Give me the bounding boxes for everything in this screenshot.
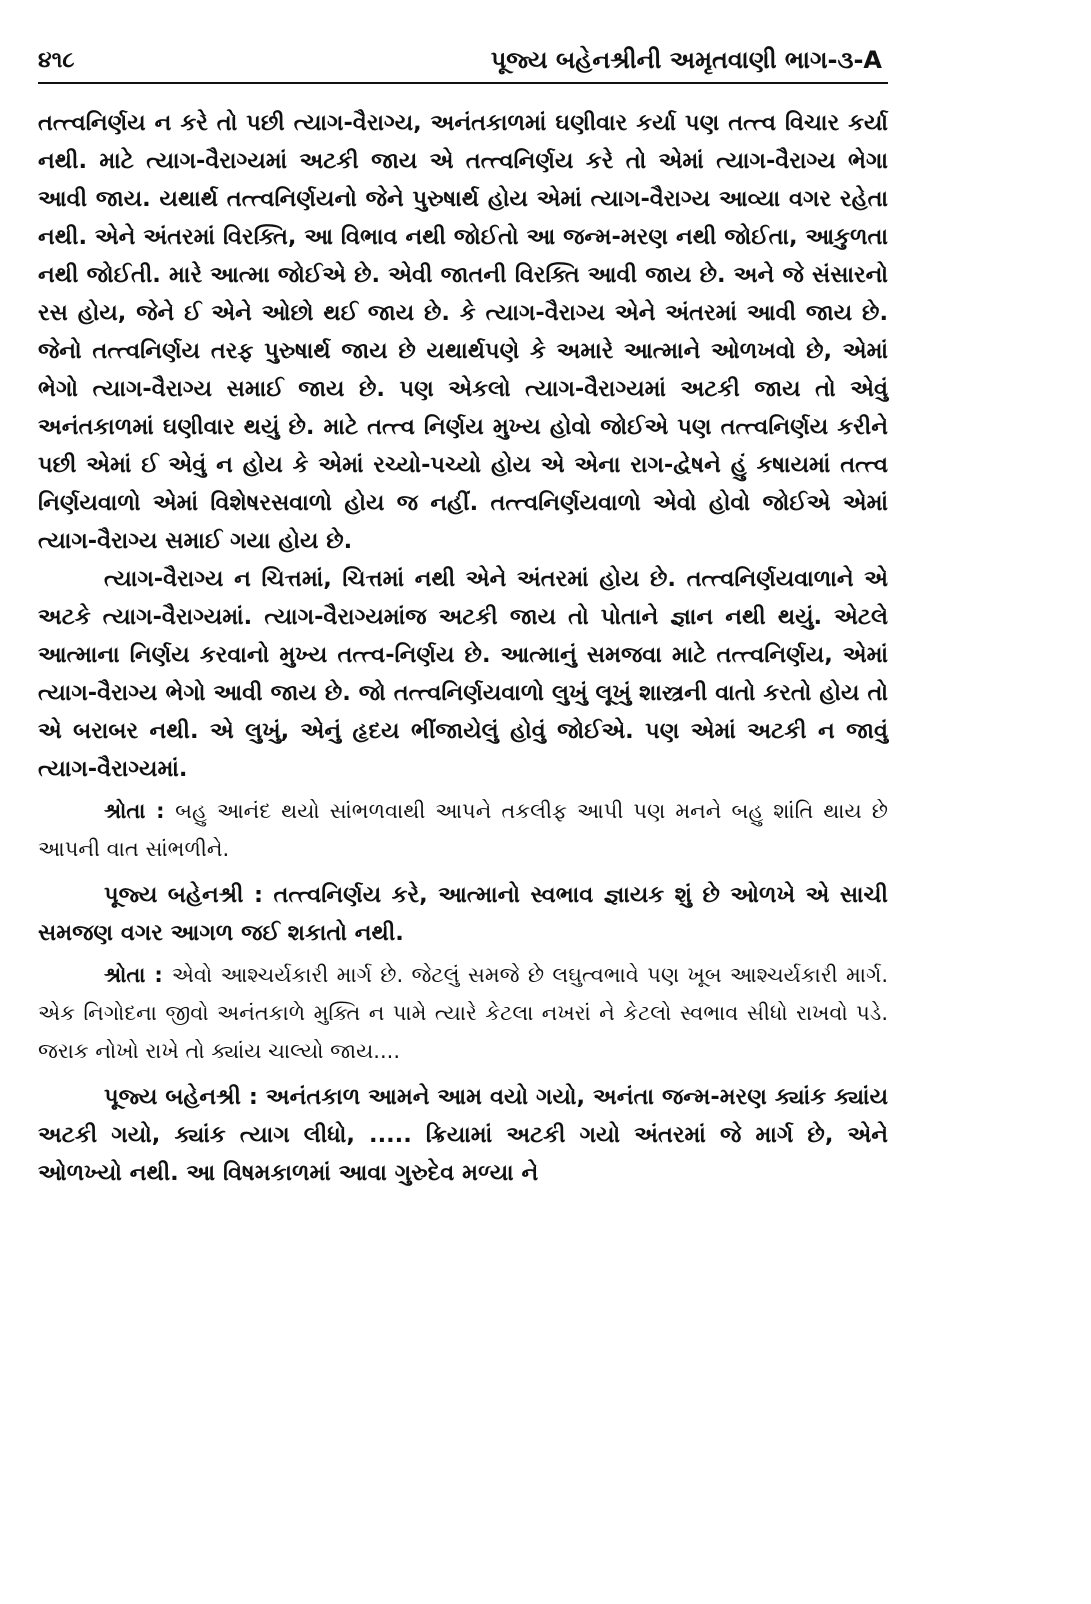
dialogue-entry-teacher <box>38 876 888 952</box>
dialogue-entry-listener <box>38 956 888 1070</box>
dialogue-entry-listener <box>38 792 888 868</box>
dialogue-text: તત્ત્વનિર્ણય કરે, આત્માનો સ્વભાવ જ્ઞાયક શું છે ઓળખે એ સાચી સમજણ વગર આગળ જઈ શકાતો નથી. <box>38 882 888 946</box>
page-header <box>38 46 888 84</box>
speaker-separator: : <box>145 799 176 823</box>
speaker-separator: : <box>243 882 274 908</box>
speaker-label: શ્રોતા <box>104 799 146 823</box>
page-body <box>38 104 888 1192</box>
dialogue-text: બહુ આનંદ થયો સાંભળવાથી આપને તકલીફ આપી પણ મનને બહુ શાંતિ થાય છે આપની વાત સાંભળીને. <box>38 799 888 861</box>
speaker-label: પૂજ્ય બહેનશ્રી <box>104 882 244 908</box>
page-number: ૪૧૮ <box>38 48 75 73</box>
speaker-label: શ્રોતા <box>104 963 146 987</box>
speaker-separator: : <box>145 963 172 987</box>
dialogue-entry-teacher <box>38 1078 888 1192</box>
body-paragraph: તત્ત્વનિર્ણય ન કરે તો પછી ત્યાગ-વૈરાગ્ય, અનંતકાળમાં ઘણીવાર કર્યા પણ તત્ત્વ વિચાર કર્યા નથી. માટે ત્યાગ-વૈરાગ્યમાં અટકી જાય એ તત્ત્વનિર્ણય કરે તો એમાં ત્યાગ-વૈરાગ્ય ભેગા આવી જાય. યથાર્થ તત્ત્વનિર્ણયનો જેને પુરુષાર્થ હોય એમાં ત્યાગ-વૈરાગ્ય આવ્યા વગર રહેતા નથી. એને અંતરમાં વિરક્તિ, આ વિભાવ નથી જોઈતો આ જન્મ-મરણ નથી જોઈતા, આકુળતા નથી જોઈતી. મારે આત્મા જોઈએ છે. એવી જાતની વિરક્તિ આવી જાય છે. અને જે સંસારનો રસ હોય, જેને ઈ એને ઓછો થઈ જાય છે. કે ત્યાગ-વૈરાગ્ય એને અંતરમાં આવી જાય છે. જેનો તત્ત્વનિર્ણય તરફ પુરુષાર્થ જાય છે યથાર્થપણે કે અમારે આત્માને ઓળખવો છે, એમાં ભેગો ત્યાગ-વૈરાગ્ય સમાઈ જાય છે. પણ એકલો ત્યાગ-વૈરાગ્યમાં અટકી જાય તો એવું અનંતકાળમાં ઘણીવાર થયું છે. માટે તત્ત્વ નિર્ણય મુખ્ય હોવો જોઈએ પણ તત્ત્વનિર્ણય કરીને પછી એમાં ઈ એવું ન હોય કે એમાં રચ્યો-પચ્યો હોય એ એના રાગ-દ્વેષને હું કષાયમાં તત્ત્વ નિર્ણયવાળો એમાં વિશેષરસવાળો હોય જ નહીં. તત્ત્વનિર્ણયવાળો એવો હોવો જોઈએ એમાં ત્યાગ-વૈરાગ્ય સમાઈ ગયા હોય છે. <box>38 110 888 554</box>
speaker-label: પૂજ્ય બહેનશ્રી <box>104 1084 241 1110</box>
dialogue-text: અનંતકાળ આમને આમ વયો ગયો, અનંતા જન્મ-મરણ ક્યાંક ક્યાંય અટકી ગયો, ક્યાંક ત્યાગ લીધો, ..... ક્રિયામાં અટકી ગયો અંતરમાં જે માર્ગ છે, એને ઓળખ્યો નથી. આ વિષમકાળમાં આવા ગુરુદેવ મળ્યા ને <box>38 1084 888 1186</box>
speaker-separator: : <box>240 1084 266 1110</box>
running-title: પૂજ્ય બહેનશ્રીની અમૃતવાણી ભાગ-૩-A <box>490 46 882 74</box>
dialogue-text: એવો આશ્ચર્યકારી માર્ગ છે. જેટલું સમજે છે લઘુત્વભાવે પણ ખૂબ આશ્ચર્યકારી માર્ગ. એક નિગોદના જીવો અનંતકાળે મુક્તિ ન પામે ત્યારે કેટલા નખરાં ને કેટલો સ્વભાવ સીધો રાખવો પડે. જરાક નોખો રાખે તો ક્યાંય ચાલ્યો જાય.... <box>38 963 889 1063</box>
body-paragraph: ત્યાગ-વૈરાગ્ય ન ચિત્તમાં, ચિત્તમાં નથી એને અંતરમાં હોય છે. તત્ત્વનિર્ણયવાળાને એ અટકે ત્યાગ-વૈરાગ્યમાં. ત્યાગ-વૈરાગ્યમાંજ અટકી જાય તો પોતાને જ્ઞાન નથી થયું. એટલે આત્માના નિર્ણય કરવાનો મુખ્ય તત્ત્વ-નિર્ણય છે. આત્માનું સમજવા માટે તત્ત્વનિર્ણય, એમાં ત્યાગ-વૈરાગ્ય ભેગો આવી જાય છે. જો તત્ત્વનિર્ણયવાળો લુખું લૂખું શાસ્ત્રની વાતો કરતો હોય તો એ બરાબર નથી. એ લુખું, એનું હૃદય ભીંજાયેલું હોવું જોઈએ. પણ એમાં અટકી ન જાવું ત્યાગ-વૈરાગ્યમાં. <box>38 566 888 782</box>
